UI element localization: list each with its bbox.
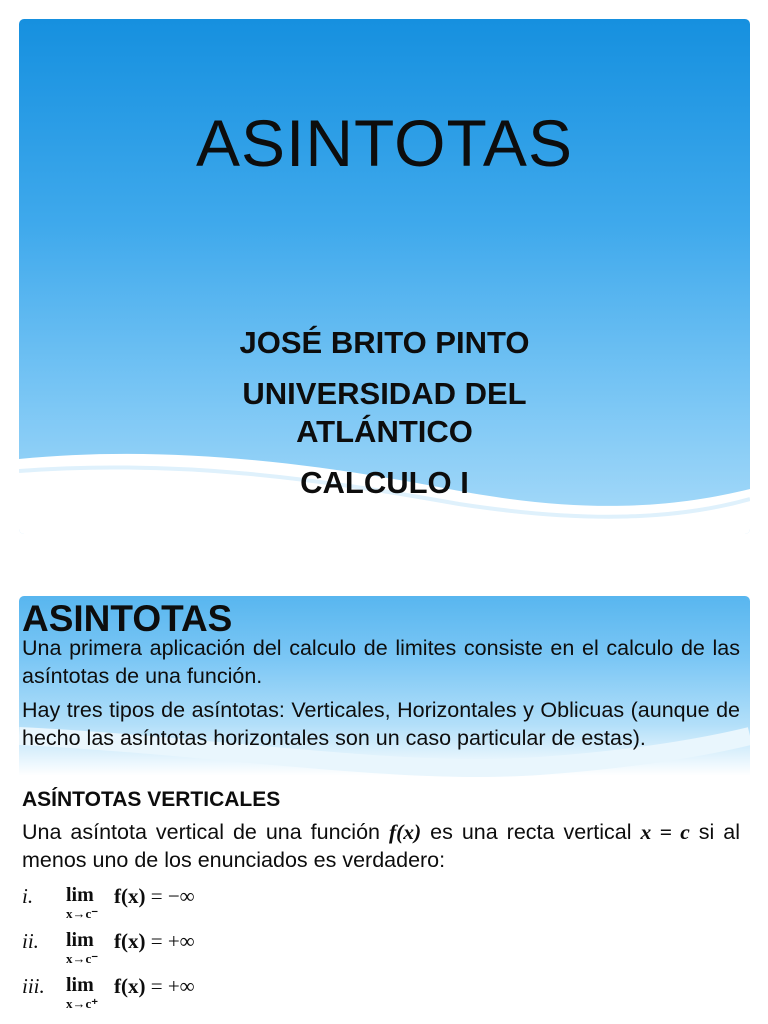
- course-name: CALCULO I: [300, 465, 469, 500]
- definition-paragraph: Una asíntota vertical de una función f(x) es una recta vertical x = c si al menos uno de los enunciados es verdadero:: [22, 820, 740, 872]
- section-heading: ASÍNTOTAS VERTICALES: [22, 788, 281, 811]
- content-title: ASINTOTAS: [22, 598, 233, 639]
- university-line-1: UNIVERSIDAD DEL: [242, 376, 527, 411]
- slide-title: ASINTOTAS: [196, 106, 573, 180]
- title-slide: [19, 19, 750, 534]
- types-paragraph: Hay tres tipos de asíntotas: Verticales, Horizontales y Oblicuas (aunque de hecho las asíntotas horizontales son un caso particular de estas).: [22, 698, 740, 750]
- author-name: JOSÉ BRITO PINTO: [239, 325, 530, 360]
- university-line-2: ATLÁNTICO: [296, 414, 473, 449]
- content-slide: ASINTOTAS Una primera aplicación del calculo de limites consiste en el calculo de las asíntotas de una función. Hay tres tipos de asíntotas: Verticales, Horizontales y Oblicuas (aunque de hecho las asíntotas horizontales son un caso particular de estas). ASÍNTOTAS VERTICALES Una asíntota vertical de una función f(x) es una recta vertical x = c si al menos uno de los enunciados es verdadero: i. lim x→c⁻ f(x) = −∞ ii. lim x→c⁻ f(x) = +∞ iii. lim x→c⁺ f(x) = +∞: [19, 596, 750, 1024]
- wave-decoration: [19, 19, 750, 534]
- intro-paragraph: Una primera aplicación del calculo de limites consiste en el calculo de las asíntotas de una función.: [22, 636, 740, 688]
